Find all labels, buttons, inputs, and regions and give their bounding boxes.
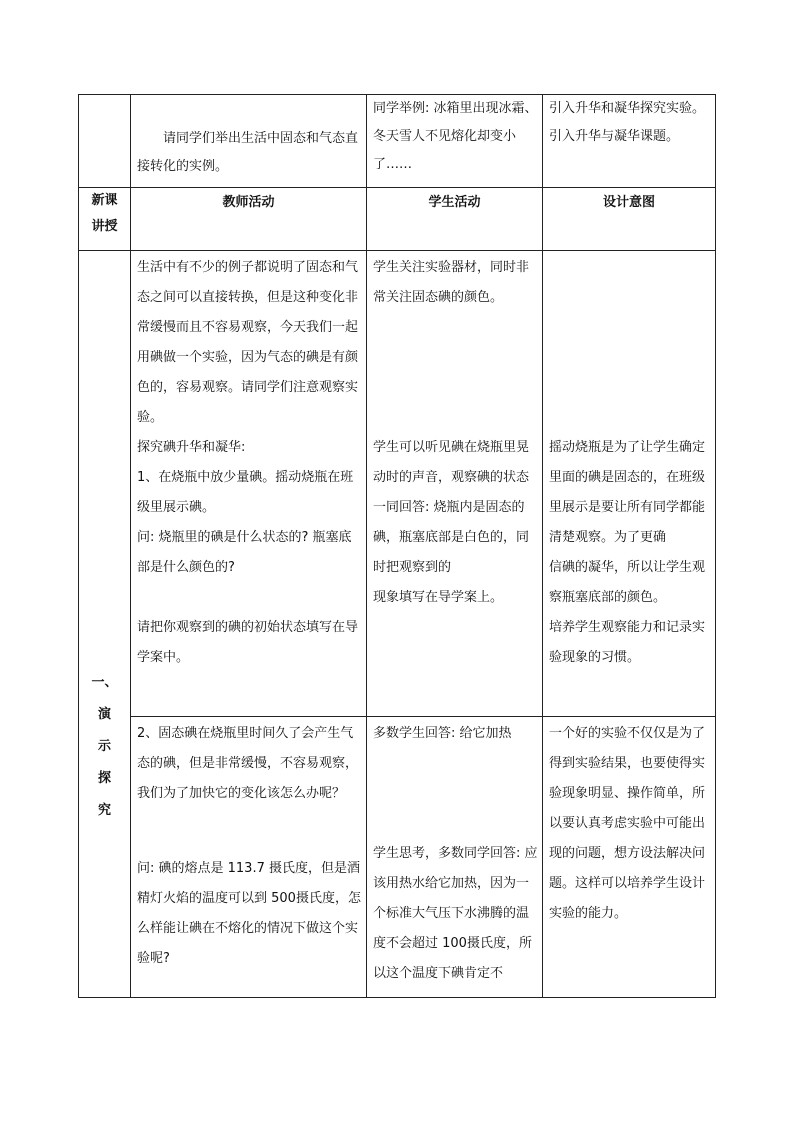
intro-row [79,95,716,188]
part1-student-record: 现象填写在导学案上。 [373,590,504,605]
part1-intent-cell [543,251,716,717]
header-student-label: 学生活动 [428,195,481,210]
part1-teacher-record: 请把你观察到的碘的初始状态填写在导学案中。 [137,620,359,665]
part1-intent-shake: 摇动烧瓶是为了让学生确定里面的碘是固态的，在班级里展示是要让所有同学都能清楚观察。为了更确 [549,440,706,545]
section1-label-1: 一、 [91,675,118,690]
header-student-cell [367,188,543,251]
intro-teacher-cell [131,95,367,188]
section1-label-5: 究 [97,803,111,818]
intro-empty-cell [79,95,131,188]
part1-teacher-intro: 生活中有不少的例子都说明了固态和气态之间可以直接转换，但是这种变化非常缓慢而且不容易观察，今天我们一起用碘做一个实验，因为气态的碘是有颜色的，容易观察。请同学们注意观察实验。 [137,260,359,425]
part2-intent-text: 一个好的实验不仅仅是为了得到实验结果，也要使得实验现象明显、操作简单，所以要认真考虑实验中可能出现的问题，想方设法解决问题。这样可以培养学生设计实验的能力。 [549,726,706,921]
section1-label-4: 探 [97,771,111,786]
part1-intent-habit: 培养学生观察能力和记录实验现象的习惯。 [549,620,706,665]
part1-teacher-step1: 1、在烧瓶中放少量碘。摇动烧瓶在班级里展示碘。 [137,470,354,515]
section1-label-3: 示 [97,739,111,754]
header-section-cell [79,188,131,251]
part1-teacher-question: 问: 烧瓶里的碘是什么状态的? 瓶塞底部是什么颜色的? [137,530,352,575]
header-teacher-cell [131,188,367,251]
lesson-plan-table [78,94,716,998]
intro-student-text: 同学举例: 冰箱里出现冰霜、冬天雪人不见熔化却变小了…… [373,101,538,172]
header-section-line1: 新课 [91,193,118,208]
intro-intent-text: 引入升华和凝华探究实验。引入升华与凝华课题。 [549,101,706,144]
header-intent-label: 设计意图 [602,195,655,210]
header-row [79,188,716,251]
header-section-line2: 讲授 [91,219,118,234]
header-intent-cell [543,188,716,251]
part1-intent-sublimation: 信碘的凝华，所以让学生观察瓶塞底部的颜色。 [549,560,706,605]
part2-student-heat: 多数学生回答: 给它加热 [373,726,512,741]
part1-teacher-cell [131,251,367,717]
part2-intent-cell [543,717,716,998]
part1-teacher-heading: 探究碘升华和凝华: [137,440,246,455]
section1-label-2: 演 [97,707,111,722]
part1-student-cell [367,251,543,717]
part1-student-attention: 学生关注实验器材，同时非常关注固态碘的颜色。 [373,260,530,305]
intro-student-cell [367,95,543,188]
section1-part1-row [79,251,716,717]
part2-teacher-step2: 2、固态碘在烧瓶里时间久了会产生气态的碘，但是非常缓慢，不容易观察，我们为了加快它的变化该怎么办呢？ [137,726,359,801]
part2-student-water: 学生思考，多数同学回答: 应该用热水给它加热，因为一个标准大气压下水沸腾的温度不会超过 100摄氏度，所以这个温度下碘肯定不 [373,846,538,981]
part2-teacher-cell [131,717,367,998]
header-teacher-label: 教师活动 [222,195,275,210]
intro-intent-cell [543,95,716,188]
section1-label-cell [79,251,131,998]
part2-student-cell [367,717,543,998]
intro-teacher-text: 请同学们举出生活中固态和气态直接转化的实例。 [137,131,359,174]
part1-student-answer: 学生可以听见碘在烧瓶里晃动时的声音，观察碘的状态一同回答: 烧瓶内是固态的碘，瓶塞底部是白色的，同时把观察到的 [373,440,530,575]
part2-teacher-question: 问: 碘的熔点是 113.7 摄氏度，但是酒精灯火焰的温度可以到 500摄氏度，怎么样能让碘在不熔化的情况下做这个实验呢? [137,861,361,966]
section1-part2-row [79,717,716,998]
